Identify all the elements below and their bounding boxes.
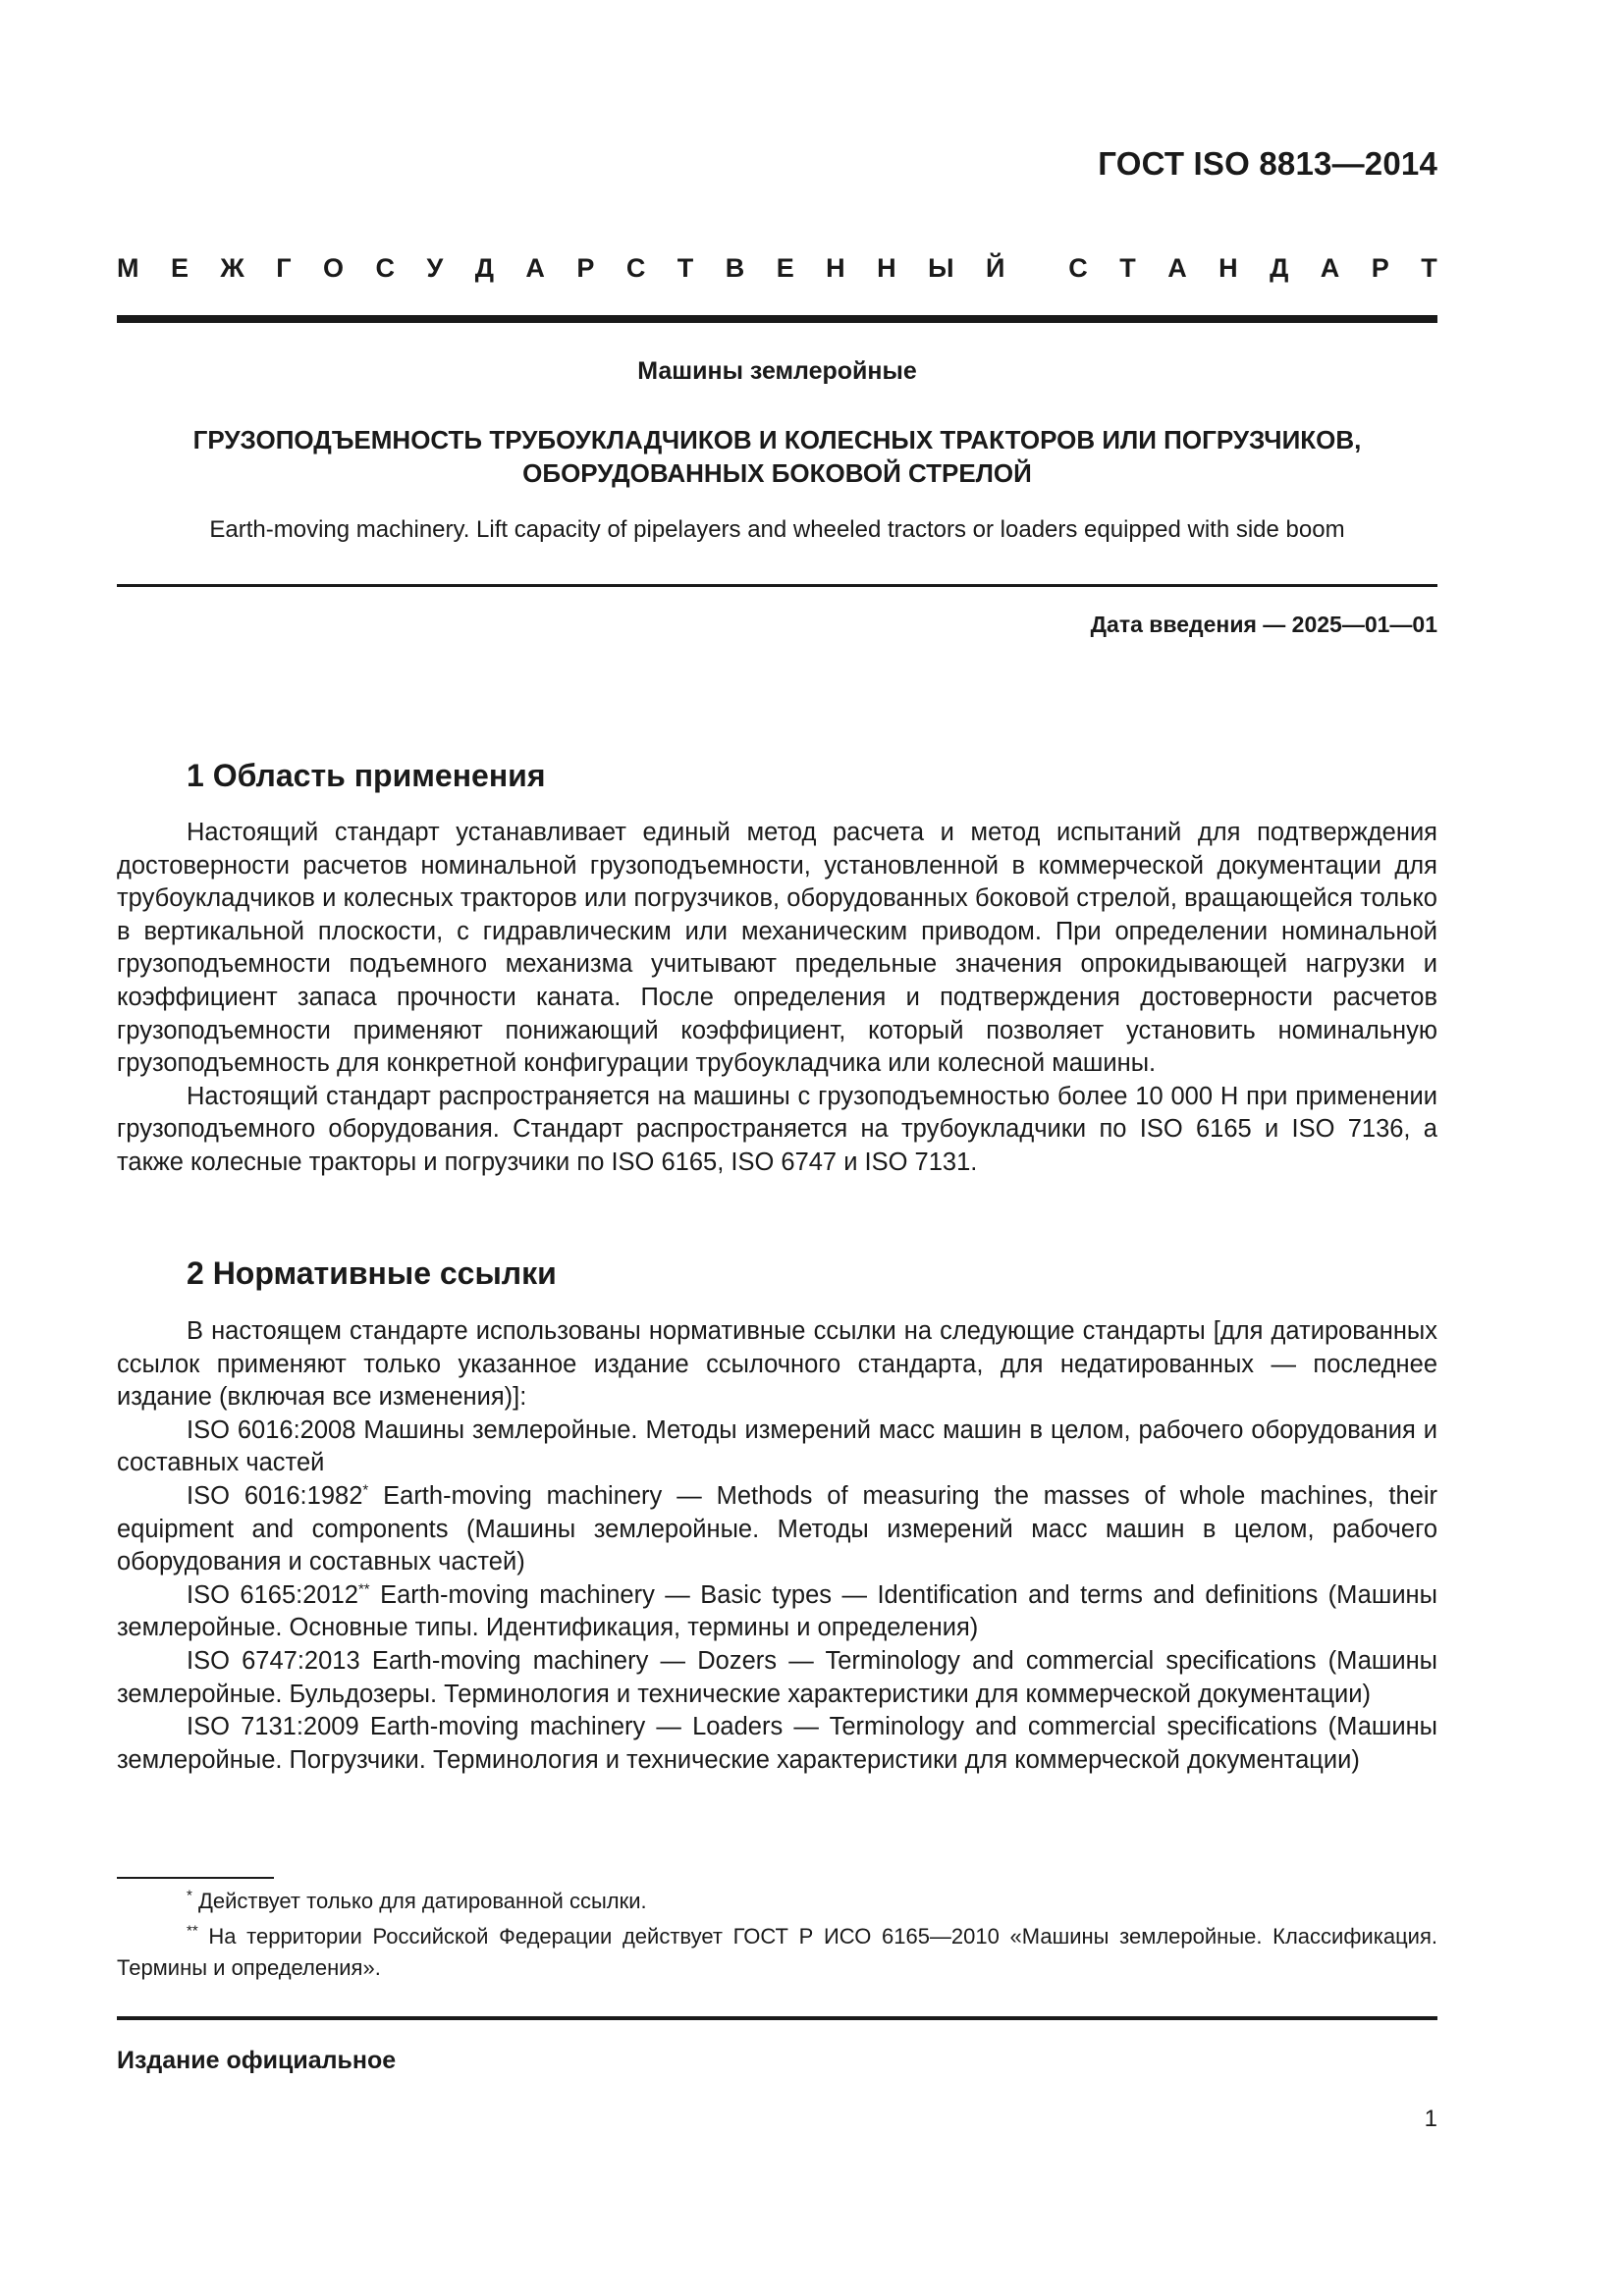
footnotes bbox=[117, 1886, 1437, 1988]
reference-entry bbox=[117, 1711, 1437, 1777]
banner-letter: Н bbox=[1218, 253, 1238, 283]
footnote-marker: ** bbox=[187, 1922, 198, 1940]
footnote-marker: * bbox=[187, 1887, 192, 1904]
paragraph: Настоящий стандарт устанавливает единый метод расчета и метод испытаний для подтверждения достоверности расчетов номинальной грузоподъемности, установленной в коммерческой документации для трубоукладчиков и колесных тракторов или погрузчиков, оборудованных боковой стрелой, вращающейся только в вертикальной плоскости, с гидравлическим или механическим приводом. При определении номинальной грузоподъемности подъемного механизма учитывают предельные значения опрокидывающей нагрузки и коэффициент запаса прочности каната. После определения и подтверждения достоверности расчетов грузоподъемности применяют понижающий коэффициент, который позволяет установить номинальную грузоподъемность для конкретной конфигурации трубоукладчика или колесной машины. bbox=[117, 819, 1437, 1078]
page-number: 1 bbox=[1424, 2106, 1437, 2132]
reference-title: Earth-moving machinery — Methods of measuring the masses of whole machines, their equipment and components (Машины землеройные. Методы измерений масс машин в целом, рабочего оборудования и составных частей) bbox=[117, 1481, 1437, 1576]
title-line: ГРУЗОПОДЪЕМНОСТЬ ТРУБОУКЛАДЧИКОВ И КОЛЕСНЫХ ТРАКТОРОВ ИЛИ ПОГРУЗЧИКОВ, bbox=[192, 425, 1362, 454]
section-heading-scope: 1 Область применения bbox=[187, 758, 546, 793]
banner-letter: С bbox=[625, 253, 646, 283]
reference-code: ISO 6165:2012 bbox=[187, 1580, 358, 1609]
document-subtitle: Машины землеройные bbox=[637, 357, 917, 385]
header-divider bbox=[117, 315, 1437, 323]
reference-code: ISO 7131:2009 bbox=[187, 1713, 359, 1741]
banner-letter: С bbox=[1068, 253, 1088, 283]
gost-number: ГОСТ ISO 8813—2014 bbox=[1098, 145, 1437, 182]
section-heading-normative-references: 2 Нормативные ссылки bbox=[187, 1255, 557, 1291]
reference-entry bbox=[117, 1480, 1437, 1579]
reference-entry bbox=[117, 1415, 1437, 1480]
banner-letter: Й bbox=[985, 253, 1005, 283]
standard-type-banner bbox=[117, 253, 1437, 284]
reference-title: Earth-moving machinery — Basic types — Identification and terms and definitions (Машины землеройные. Основные типы. Идентификация, термины и определения) bbox=[117, 1580, 1437, 1642]
title-line: ОБОРУДОВАННЫХ БОКОВОЙ СТРЕЛОЙ bbox=[522, 458, 1032, 488]
reference-entry bbox=[117, 1579, 1437, 1645]
introduction-date: Дата введения — 2025—01—01 bbox=[1090, 612, 1437, 637]
banner-letter: Д bbox=[474, 253, 494, 283]
footnote-text: На территории Российской Федерации действует ГОСТ Р ИСО 6165—2010 «Машины землеройные. Классификация. Термины и определения». bbox=[117, 1924, 1437, 1980]
paragraph: В настоящем стандарте использованы нормативные ссылки на следующие стандарты [для датированных ссылок применяют только указанное издание ссылочного стандарта, для недатированных — последнее издание (включая все изменения)]: bbox=[117, 1317, 1437, 1412]
section-references-body bbox=[117, 1315, 1437, 1777]
english-title: Earth-moving machinery. Lift capacity of pipelayers and wheeled tractors or loaders equipped with side boom bbox=[209, 516, 1345, 543]
footnote-marker: * bbox=[362, 1481, 369, 1499]
banner-letter: У bbox=[426, 253, 444, 283]
reference-code: ISO 6747:2013 bbox=[187, 1646, 360, 1675]
banner-letter: А bbox=[1320, 253, 1340, 283]
reference-title: Earth-moving machinery — Dozers — Terminology and commercial specifications (Машины землеройные. Бульдозеры. Терминология и технические характеристики для коммерческой документации) bbox=[117, 1646, 1437, 1708]
banner-letter: Т bbox=[1421, 253, 1437, 283]
document-page bbox=[117, 0, 1437, 2296]
banner-letter: А bbox=[1167, 253, 1187, 283]
banner-letter: В bbox=[725, 253, 745, 283]
document-title bbox=[117, 423, 1437, 490]
banner-letter: М bbox=[117, 253, 139, 283]
banner-letter: Т bbox=[677, 253, 694, 283]
reference-title: Earth-moving machinery — Loaders — Terminology and commercial specifications (Машины землеройные. Погрузчики. Терминология и технические характеристики для коммерческой документации) bbox=[117, 1713, 1437, 1774]
banner-letter: С bbox=[375, 253, 396, 283]
banner-letter: Е bbox=[776, 253, 794, 283]
banner-letter: А bbox=[525, 253, 545, 283]
section-scope-body bbox=[117, 817, 1437, 1180]
reference-code: ISO 6016:1982 bbox=[187, 1481, 363, 1510]
footnote-text: Действует только для датированной ссылки. bbox=[197, 1889, 647, 1913]
reference-code: ISO 6016:2008 bbox=[187, 1415, 356, 1444]
banner-letter: Т bbox=[1119, 253, 1136, 283]
footnote-marker: ** bbox=[357, 1580, 370, 1598]
banner-letter: Н bbox=[877, 253, 896, 283]
banner-letter: Д bbox=[1270, 253, 1289, 283]
title-divider bbox=[117, 584, 1437, 587]
banner-letter: Е bbox=[170, 253, 189, 283]
footnote bbox=[117, 1921, 1437, 1984]
paragraph: Настоящий стандарт распространяется на машины с грузоподъемностью более 10 000 Н при применении грузоподъемного оборудования. Стандарт распространяется на трубоукладчики по ISO 6165 и ISO 7136, а также колесные тракторы и погрузчики по ISO 6165, ISO 6747 и ISO 7131. bbox=[117, 1082, 1437, 1176]
banner-letter: Р bbox=[576, 253, 595, 283]
banner-letter: Р bbox=[1371, 253, 1389, 283]
banner-letter: Н bbox=[826, 253, 845, 283]
banner-letter: О bbox=[323, 253, 345, 283]
banner-letter: Ж bbox=[220, 253, 244, 283]
reference-entry bbox=[117, 1645, 1437, 1711]
footnote bbox=[117, 1886, 1437, 1917]
footnote-divider bbox=[117, 1877, 274, 1879]
banner-letter: Г bbox=[276, 253, 292, 283]
reference-title: Машины землеройные. Методы измерений масс машин в целом, рабочего оборудования и составных частей bbox=[117, 1415, 1437, 1477]
official-edition-label: Издание официальное bbox=[117, 2047, 397, 2074]
banner-letter: Ы bbox=[928, 253, 954, 283]
footer-divider bbox=[117, 2016, 1437, 2020]
